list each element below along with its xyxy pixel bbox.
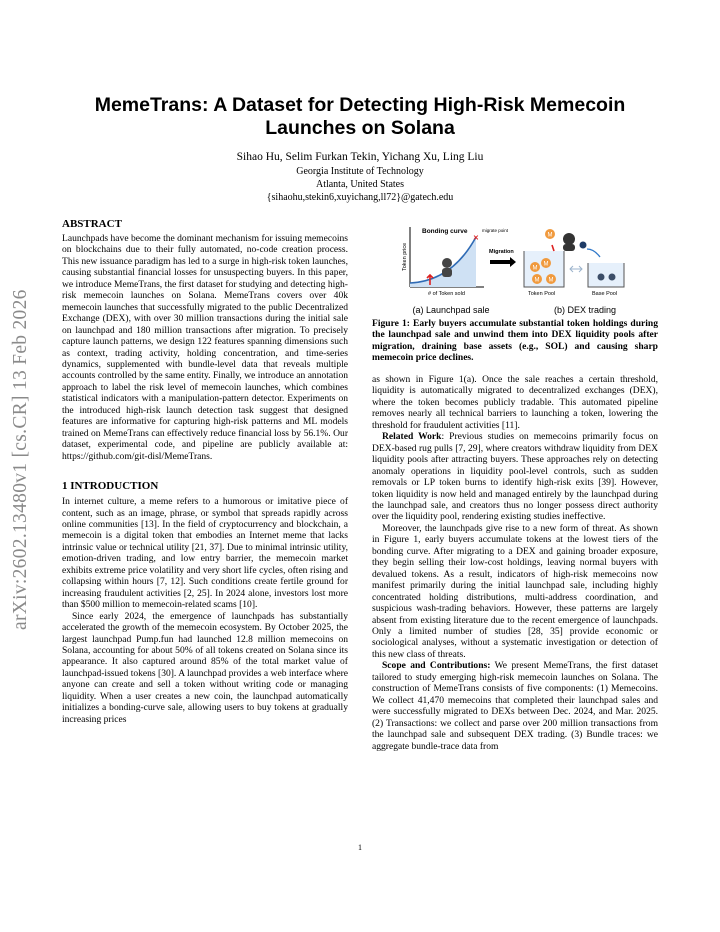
right-paragraph-1: as shown in Figure 1(a). Once the sale reaches a certain threshold, liquidity is automatically migrated to decentralized exchanges (DEX), where the token becomes publicly tradable. This automated pipeline removes nearly all technical barriers to launching a token, lowering the threshold for fraudulent activities [11]. <box>372 374 658 431</box>
author-list: Sihao Hu, Selim Furkan Tekin, Yichang Xu, Ling Liu <box>236 151 484 163</box>
scope-paragraph <box>372 660 658 752</box>
seller-hacker-icon <box>563 233 575 245</box>
abstract-text: Launchpads have become the dominant mechanism for issuing memecoins on blockchains due to their fully automated, no-code creation process. This new issuance paradigm has led to a surge in high-risk token launches, causing substantial financial losses for unsuspecting buyers. In this paper, we introduce MemeTrans, the first dataset for studying and detecting high-risk memecoin launches on Solana. MemeTrans covers over 40k memecoin launches that successfully migrated to the public Decentralized Exchange (DEX), with over 30 million transactions during the initial sale on launchpad and 180 million transactions after migration. To precisely capture launch patterns, we design 122 features spanning dimensions such as context, trading activity, holding concentration, and time-series dynamics, supplemented with bundle-level data that reveals multiple accounts controlled by the same entity. Finally, we introduce an annotation approach to label the risk level of memecoin launches, which combines statistical indicators with a manipulation-pattern detector. Experiments on the introduced high-risk launch detection task suggest that designed features are informative for capturing high-risk patterns and ML models trained on MemeTrans can effectively reduce financial loss by 56.1%. Our dataset, experimental code, and pipeline are publicly available at: https://github.com/git-disl/MemeTrans. <box>62 233 348 462</box>
paper-title: MemeTrans: A Dataset for Detecting High-Risk Memecoin Launches on Solana <box>94 94 626 139</box>
bonding-curve-label: Bonding curve <box>422 228 468 235</box>
swap-arrow-icon <box>570 266 582 272</box>
hacker-body-icon <box>442 268 452 277</box>
right-paragraph-3: Moreover, the launchpads give rise to a new form of threat. As shown in Figure 1, early buyers accumulate tokens at the lowest tiers of the bonding curve. After migrating to a DEX and gaining broader exposure, they begin selling their low-cost holdings, leaving normal buyers with devalued tokens. As a result, indicators of high-risk memecoins now manifest primarily during the initial launchpad sale, including highly concentrated holding distributions, multi-address coordination, and suspicious wash-trading behaviors. However, these patterns are largely absent from existing literature due to the recent emergence of launchpads. Only a limited number of studies [28, 35] provide economic or sociological analyses, without a systematic investigation or detection of this new class of threats. <box>372 522 658 660</box>
base-token-icon <box>580 242 587 249</box>
drain-arrow-icon <box>587 249 600 257</box>
figure-caption: Figure 1: Early buyers accumulate substantial token holdings during the launchpad sale and unwind them into DEX liquidity pools after migration, draining base assets (e.g., SOL) and causing sharp memecoin price declines. <box>372 318 658 364</box>
memecoin-letter: M <box>532 265 538 272</box>
memecoin-letter: M <box>543 261 549 268</box>
figure-1 <box>372 223 658 298</box>
seller-body-icon <box>563 244 575 251</box>
intro-paragraph-1: In internet culture, a meme refers to a humorous or imitative piece of content, such as an image, phrase, or symbol that spreads rapidly across online communities [13]. In the field of cryptocurrency and blockchain, a memecoin is a digital token that embodies an Internet meme that lacks intrinsic value or technical utility [21, 37]. Due to minimal intrinsic utility, emotion-driven trading, and low entry barrier, the memecoin market exhibits extreme price volatility and very short life cycles, often rising and collapsing within hours [7, 12]. Such conditions create fertile ground for increasing fraudulent activities [2, 25]. In 2024 alone, investors lost more than $500 million to memecoin-related scams [10]. <box>62 496 348 611</box>
memecoin-letter: M <box>547 232 553 239</box>
memecoin-letter: M <box>534 277 540 284</box>
migration-label: Migration <box>489 249 514 255</box>
x-axis-label: # of Token sold <box>428 291 465 297</box>
hacker-icon <box>442 258 452 268</box>
related-work-paragraph <box>372 431 658 523</box>
intro-paragraph-2: Since early 2024, the emergence of launchpads has substantially accelerated the growth of the memecoin ecosystem. By October 2025, the largest launchpad Pump.fun had launched 12.8 million memecoins on Solana, accounting for about 50% of all tokens created on Solana since its appearance. It also captured around 85% of the total market value of launchpad-issued tokens [30]. A launchpad provides a web interface where anyone can create and sell a token without writing code or managing liquidity. When a user creates a new coin, the launchpad automatically initializes a bonding-curve sale, allowing users to buy tokens at gradually increasing prices <box>62 610 348 725</box>
scope-text: We present MemeTrans, the first dataset tailored to study emerging high-risk memecoin launches on Solana. The construction of MemeTrans consists of five components: (1) Memecoins. We collect 41,470 memecoins that completed their launchpad sales and were successfully migrated to DEXs between Dec. 2024, and Mar. 2025. (2) Transactions: we collect and parse over 200 million transactions from the launchpad sale and subsequent DEX trading. (3) Bundle traces: we aggregate bundle-trace data from <box>372 660 658 752</box>
arxiv-identifier: arXiv:2602.13480v1 [cs.CR] 13 Feb 2026 <box>10 289 31 630</box>
base-pool-label: Base Pool <box>592 291 618 297</box>
token-pool-container <box>524 251 564 287</box>
memecoin-letter: M <box>548 277 554 284</box>
migrate-point-icon: ✕ <box>473 235 479 242</box>
sell-arrow-icon <box>552 245 554 251</box>
subfigure-a-label: (a) Launchpad sale <box>412 305 490 315</box>
base-token-icon <box>598 274 605 281</box>
affiliation-institution: Georgia Institute of Technology <box>296 166 424 177</box>
right-column <box>372 374 658 752</box>
base-token-icon <box>609 274 616 281</box>
page-number: 1 <box>358 843 362 852</box>
related-work-label: Related Work <box>382 431 442 443</box>
introduction-heading: 1 INTRODUCTION <box>62 480 159 493</box>
y-axis-label: Token price <box>402 242 408 271</box>
token-pool-label: Token Pool <box>528 291 556 297</box>
migrate-point-label: migrate point <box>482 228 509 233</box>
subfigure-b-label: (b) DEX trading <box>553 305 617 315</box>
left-column <box>62 218 348 725</box>
abstract-heading: ABSTRACT <box>62 218 122 230</box>
scope-label: Scope and Contributions: <box>382 660 491 672</box>
migration-arrow-icon <box>490 257 516 267</box>
affiliation-block <box>70 165 650 204</box>
affiliation-emails: {sihaohu,stekin6,xuyichang,ll72}@gatech.edu <box>266 192 454 203</box>
base-pool-container <box>588 263 624 287</box>
related-work-text: : Previous studies on memecoins primarily focus on DEX-based rug pulls [7, 29], where creators withdraw liquidity from DEX liquidity pools after attracting buyers. These approaches rely on detecting anomaly operations in liquidity pool-level controls, such as sudden removals or LP token burns to identify high-risk exits [39]. However, token liquidity is now held and managed entirely by the launchpad during the launchpad sale, and creators thus no longer possess direct authority over the liquidity pool, rendering existing studies ineffective. <box>372 431 658 523</box>
affiliation-location: Atlanta, United States <box>315 179 405 190</box>
